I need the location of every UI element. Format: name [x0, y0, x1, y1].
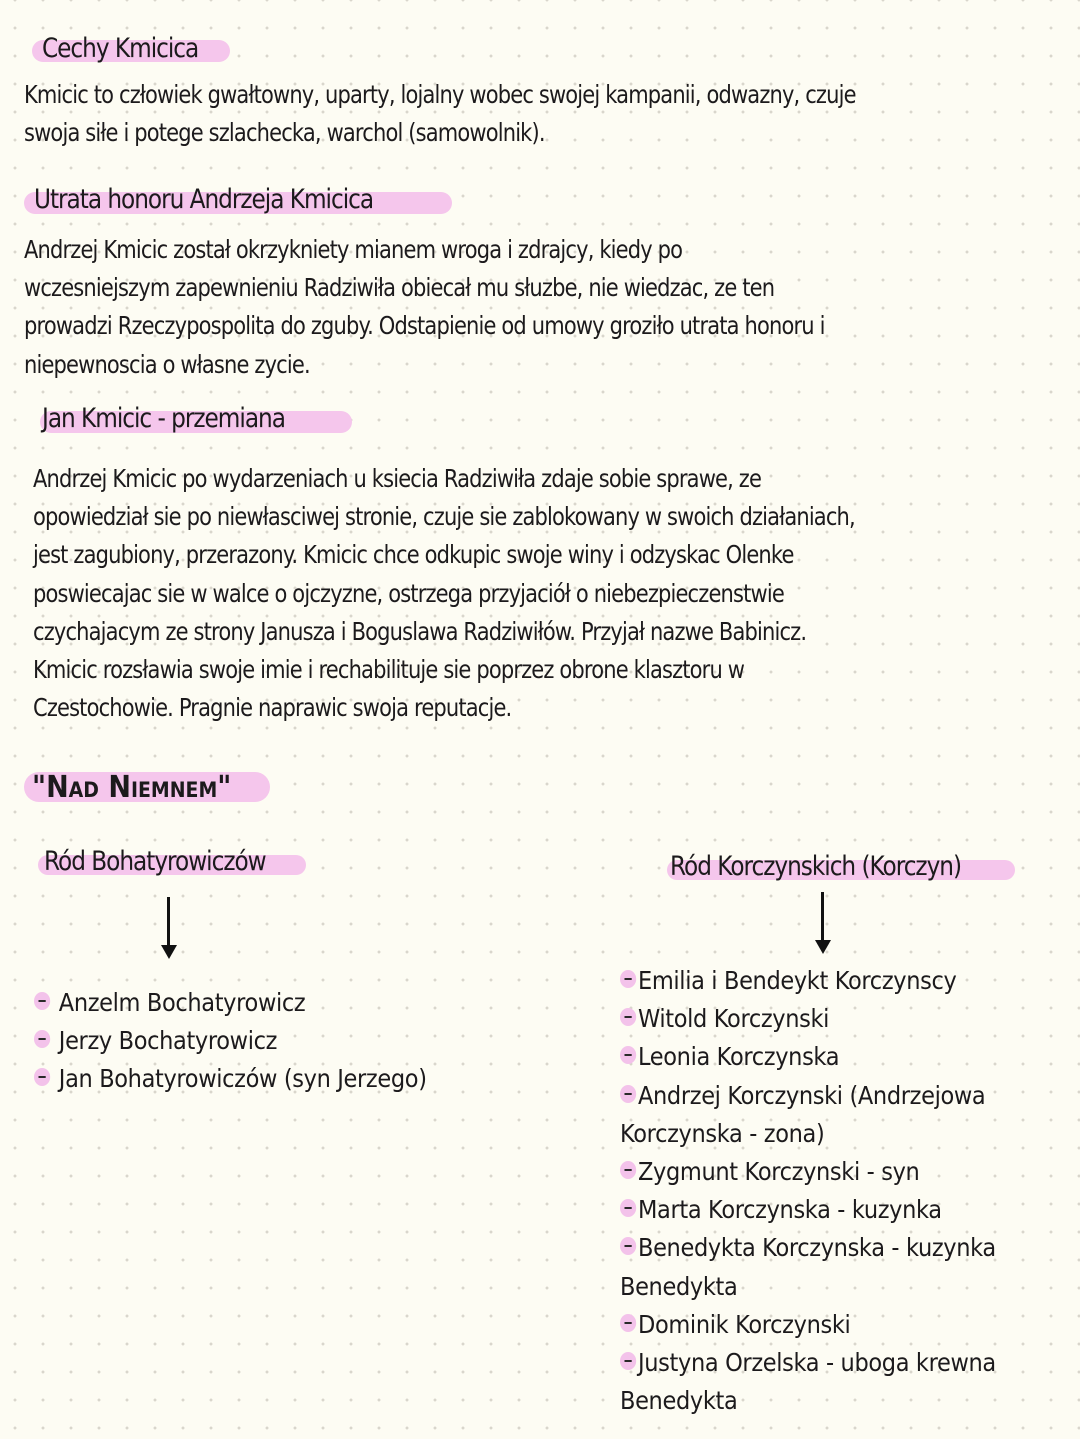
- list-item: [620, 1153, 996, 1191]
- list-item: [34, 1060, 427, 1098]
- list-item-text: Jerzy Bochatyrowicz: [58, 1026, 278, 1056]
- bullet-dash-icon: [620, 1314, 636, 1332]
- bullet-dash-icon: [34, 1068, 50, 1086]
- heading-nad-niemnem: "Nad Niemnem": [32, 770, 232, 805]
- list-item: [620, 962, 996, 1000]
- list-item-text: Benedykta Korczynska - kuzynka: [638, 1233, 996, 1263]
- list-item-text: Emilia i Bendeykt Korczynscy: [638, 966, 957, 995]
- bullet-dash-icon: [620, 1199, 636, 1217]
- bullet-dash-icon: [620, 1008, 636, 1026]
- list-item: [620, 1000, 996, 1038]
- arrow-down-icon: [815, 892, 831, 954]
- text-line: jest zagubiony, przerazony. Kmicic chce odkupic swoje winy i odzyskac Olenke: [33, 540, 794, 570]
- text-line: poswiecajac sie w walce o ojczyzne, ostrzega przyjaciół o niebezpieczenstwie: [33, 578, 784, 608]
- list-item: [620, 1191, 996, 1229]
- list-item-text: Jan Bohatyrowiczów (syn Jerzego): [58, 1064, 427, 1094]
- text-line: Andrzej Kmicic został okrzykniety mianem wroga i zdrajcy, kiedy po: [24, 235, 683, 264]
- heading-cechy-kmicica: Cechy Kmicica: [42, 33, 199, 64]
- list-item-text: Dominik Korczynski: [638, 1309, 851, 1339]
- paragraph-cechy: [24, 76, 856, 152]
- list-bohatyrowicze: [34, 984, 427, 1099]
- list-item: [34, 984, 427, 1022]
- list-item: [620, 1306, 996, 1344]
- text-line: opowiedział sie po niewłasciwej stronie, czuje sie zablokowany w swoich działaniach,: [33, 502, 855, 532]
- list-item-text: Leonia Korczynska: [638, 1042, 840, 1072]
- text-line: wczesniejszym zapewnieniu Radziwiła obiecał mu słuzbe, nie wiedzac, ze ten: [24, 273, 775, 303]
- list-item: [620, 1038, 996, 1076]
- heading-rod-bohatyrowiczow: Ród Bohatyrowiczów: [44, 846, 266, 877]
- bullet-dash-icon: [34, 1030, 50, 1048]
- bullet-dash-icon: [34, 992, 50, 1010]
- text-line: czychajacym ze strony Janusza i Boguslawa Radziwiłów. Przyjał nazwe Babinicz.: [33, 616, 807, 646]
- bullet-dash-icon: [620, 1352, 636, 1370]
- arrow-down-icon: [161, 897, 177, 959]
- list-korczynscy: [620, 962, 996, 1420]
- heading-utrata-honoru: Utrata honoru Andrzeja Kmicica: [34, 184, 374, 215]
- bullet-dash-icon: [620, 1161, 636, 1179]
- list-item-continuation: Benedykta: [620, 1271, 738, 1301]
- bullet-dash-icon: [620, 1085, 636, 1103]
- text-line: Kmicic rozsławia swoje imie i rechabilituje sie poprzez obrone klasztoru w: [33, 655, 745, 685]
- text-line: Kmicic to człowiek gwałtowny, uparty, lojalny wobec swojej kampanii, odwazny, czuje: [24, 80, 856, 109]
- list-item-text: Marta Korczynska - kuzynka: [638, 1195, 942, 1225]
- list-item-continuation: Korczynska - zona): [620, 1118, 825, 1148]
- paragraph-przemiana: [33, 460, 855, 727]
- list-item-text: Witold Korczynski: [638, 1004, 830, 1034]
- list-item: [620, 1344, 996, 1382]
- paragraph-utrata: [24, 231, 825, 384]
- list-item-text: Zygmunt Korczynski - syn: [638, 1157, 920, 1187]
- list-item: [620, 1229, 996, 1267]
- list-item: [34, 1022, 427, 1060]
- list-item-continuation: Benedykta: [620, 1386, 738, 1416]
- text-line: prowadzi Rzeczypospolita do zguby. Odstapienie od umowy groziło utrata honoru i: [24, 311, 825, 341]
- text-line: Andrzej Kmicic po wydarzeniach u ksiecia Radziwiła zdaje sobie sprawe, ze: [33, 464, 762, 493]
- list-item-text: Anzelm Bochatyrowicz: [58, 988, 306, 1017]
- list-item: [620, 1077, 996, 1115]
- heading-rod-korczynskich: Ród Korczynskich (Korczyn): [670, 851, 962, 882]
- bullet-dash-icon: [620, 1046, 636, 1064]
- list-item-text: Justyna Orzelska - uboga krewna: [638, 1348, 996, 1378]
- heading-przemiana: Jan Kmicic - przemiana: [42, 403, 285, 434]
- text-line: Czestochowie. Pragnie naprawic swoja reputacje.: [33, 693, 512, 723]
- text-line: swoja siłe i potege szlachecka, warchol (samowolnik).: [24, 118, 545, 148]
- text-line: niepewnoscia o własne zycie.: [24, 349, 310, 379]
- list-item-text: Andrzej Korczynski (Andrzejowa: [638, 1080, 986, 1110]
- bullet-dash-icon: [620, 970, 636, 988]
- bullet-dash-icon: [620, 1237, 636, 1255]
